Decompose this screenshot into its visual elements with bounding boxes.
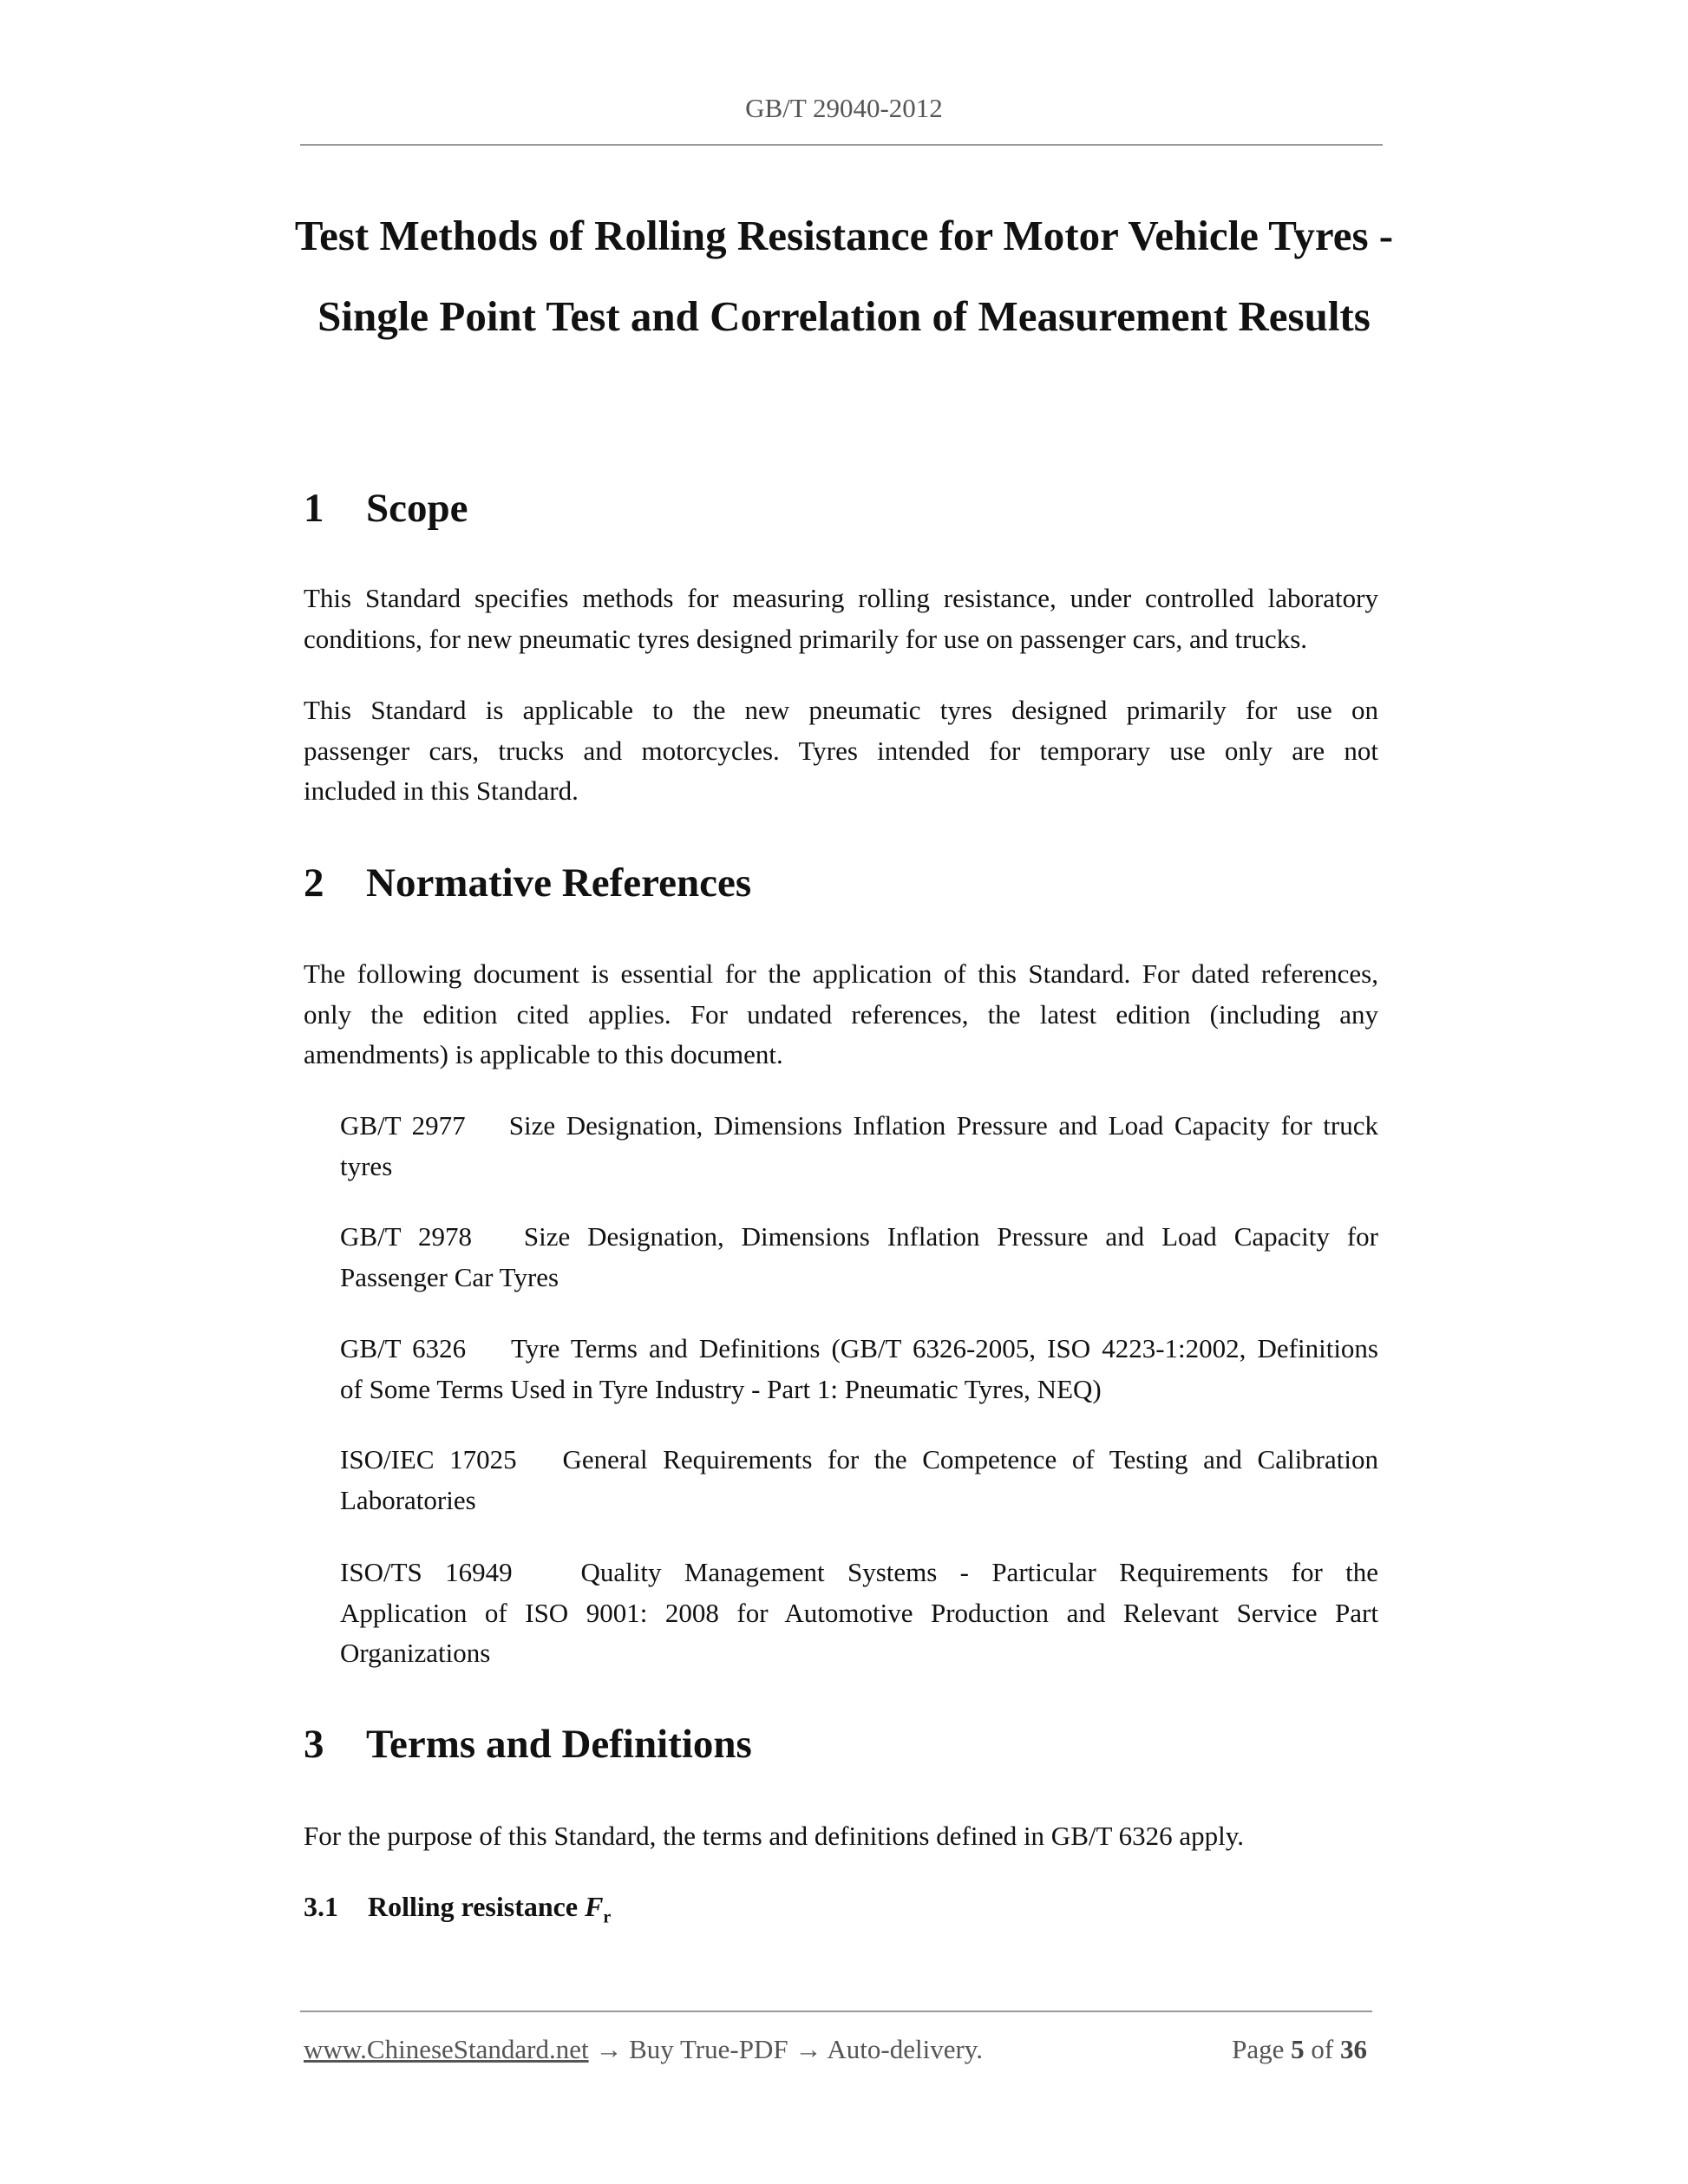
section-number: 2 bbox=[304, 860, 324, 906]
reference-item bbox=[340, 1553, 1378, 1674]
text-line: Laboratories bbox=[340, 1484, 476, 1515]
header-divider bbox=[300, 144, 1383, 146]
reference-item bbox=[340, 1329, 1378, 1409]
text-line: Application of ISO 9001: 2008 for Automotive Production and Relevant Service Part bbox=[340, 1597, 1378, 1628]
section-title: Normative References bbox=[366, 860, 752, 906]
paragraph bbox=[304, 1816, 1378, 1857]
subsection-heading-rolling-resistance bbox=[304, 1886, 611, 1937]
symbol-subscript: r bbox=[603, 1907, 612, 1927]
paragraph bbox=[304, 954, 1378, 1076]
text-line: ISO/TS 16949 Quality Management Systems - Particular Requirements for the bbox=[340, 1557, 1378, 1587]
text-line: amendments) is applicable to this document. bbox=[304, 1039, 783, 1069]
reference-item bbox=[340, 1440, 1378, 1520]
section-heading-scope bbox=[304, 484, 468, 533]
footer-promo bbox=[304, 2032, 983, 2067]
section-number: 1 bbox=[304, 486, 324, 531]
text-line: conditions, for new pneumatic tyres designed primarily for use on passenger cars, and trucks. bbox=[304, 623, 1308, 654]
buy-text: Buy True-PDF bbox=[622, 2034, 795, 2064]
text-line: GB/T 2977 Size Designation, Dimensions Inflation Pressure and Load Capacity for truck bbox=[340, 1110, 1378, 1141]
symbol: F bbox=[585, 1891, 604, 1922]
current-page: 5 bbox=[1291, 2034, 1305, 2064]
footer-divider bbox=[300, 2011, 1372, 2012]
section-title: Terms and Definitions bbox=[366, 1722, 752, 1767]
page-label: Page bbox=[1232, 2034, 1285, 2064]
total-pages: 36 bbox=[1340, 2034, 1367, 2064]
text-line: Passenger Car Tyres bbox=[340, 1261, 559, 1292]
reference-item bbox=[340, 1217, 1378, 1298]
text-line: GB/T 6326 Tyre Terms and Definitions (GB/T 6326-2005, ISO 4223-1:2002, Definitions bbox=[340, 1333, 1378, 1363]
reference-item bbox=[340, 1106, 1378, 1187]
arrow-right-icon: → bbox=[595, 2034, 623, 2064]
arrow-right-icon: → bbox=[795, 2034, 822, 2064]
subsection-title: Rolling resistance bbox=[368, 1891, 586, 1922]
text-line: For the purpose of this Standard, the terms and definitions defined in GB/T 6326 apply. bbox=[304, 1821, 1244, 1851]
text-line: The following document is essential for the application of this Standard. For dated references, bbox=[304, 958, 1378, 989]
text-line: tyres bbox=[340, 1150, 393, 1181]
page-number bbox=[1232, 2032, 1367, 2067]
text-line: Organizations bbox=[340, 1638, 491, 1668]
text-line: passenger cars, trucks and motorcycles. Tyres intended for temporary use only are not bbox=[304, 735, 1378, 766]
subsection-number: 3.1 bbox=[304, 1891, 338, 1922]
section-heading-normative-references bbox=[304, 859, 751, 907]
text-line: only the edition cited applies. For undated references, the latest edition (including any bbox=[304, 998, 1378, 1030]
text-line: This Standard specifies methods for measuring rolling resistance, under controlled laboratory bbox=[304, 583, 1378, 613]
website-link[interactable]: www.ChineseStandard.net bbox=[304, 2034, 589, 2064]
of-label: of bbox=[1311, 2034, 1334, 2064]
text-line: included in this Standard. bbox=[304, 775, 579, 806]
running-header: GB/T 29040-2012 bbox=[745, 93, 943, 123]
document-title-line-1: Test Methods of Rolling Resistance for Motor Vehicle Tyres - bbox=[294, 212, 1394, 259]
text-line: This Standard is applicable to the new pneumatic tyres designed primarily for use on bbox=[304, 695, 1378, 725]
paragraph bbox=[304, 579, 1378, 659]
text-line: of Some Terms Used in Tyre Industry - Part 1: Pneumatic Tyres, NEQ) bbox=[340, 1373, 1102, 1404]
section-number: 3 bbox=[304, 1722, 324, 1767]
document-title-line-2: Single Point Test and Correlation of Measurement Results bbox=[317, 292, 1371, 340]
paragraph bbox=[304, 690, 1378, 812]
section-heading-terms-and-definitions bbox=[304, 1720, 752, 1769]
section-title: Scope bbox=[366, 486, 468, 531]
text-line: ISO/IEC 17025 General Requirements for the Competence of Testing and Calibration bbox=[340, 1444, 1378, 1475]
text-line: GB/T 2978 Size Designation, Dimensions Inflation Pressure and Load Capacity for bbox=[340, 1221, 1378, 1252]
auto-delivery-text: Auto-delivery. bbox=[821, 2034, 984, 2064]
